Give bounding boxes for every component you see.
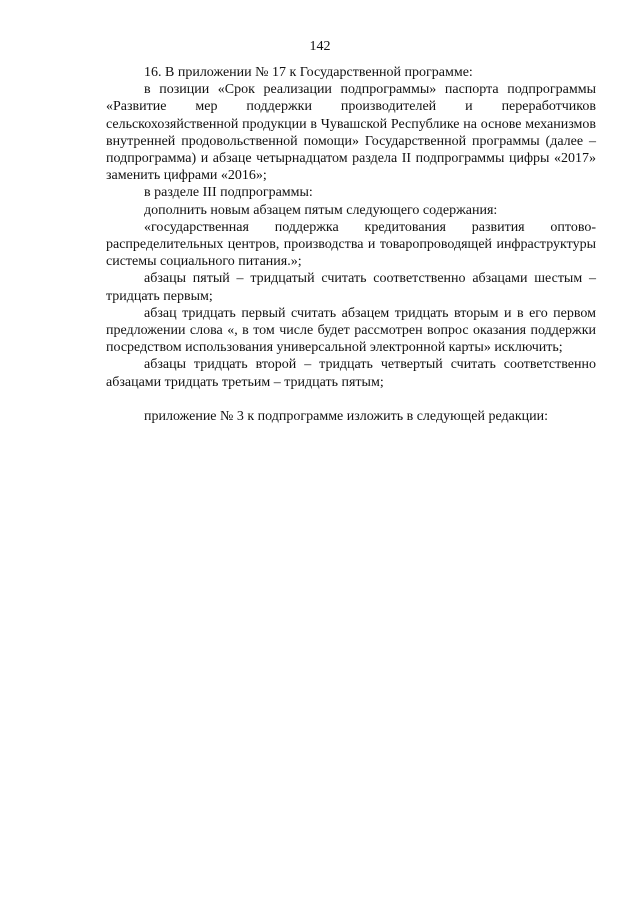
paragraph-section-iii: в разделе III подпрограммы: <box>144 185 313 201</box>
paragraph-item-16-heading: 16. В приложении № 17 к Государственной программе: <box>144 65 473 80</box>
paragraph-add-fifth: дополнить новым абзацем пятым следующего содержания: <box>144 202 498 218</box>
paragraph-renumber-5-30: абзацы пятый – тридцатый считать соответственно абзацами шестым – тридцать первым; <box>106 271 596 304</box>
paragraph-period-replacement: в позиции «Срок реализации подпрограммы» паспорта подпрограммы «Развитие мер поддержки производителей и переработчиков сельскохозяйственной продукции в Чувашской Республике на основе механизмов внутренней продовольственной помощи» Государственной программы (далее – подпрограмма) и абзаце четырнадцатом раздела II подпрограммы цифры «2017» заменить цифрами «2016»; <box>106 82 596 184</box>
paragraph-quoted-support: «государственная поддержка кредитования развития оптово-распределительных центров, производства и товаропроводящей инфраструктуры системы социального питания.»; <box>106 219 596 270</box>
paragraph-renumber-32-34: абзацы тридцать второй – тридцать четвертый считать соответственно абзацами тридцать третьим – тридцать пятым; <box>106 357 596 390</box>
document-body <box>106 64 596 425</box>
paragraph-spacer <box>106 391 596 408</box>
paragraph-appendix-3: приложение № 3 к подпрограмме изложить в следующей редакции: <box>144 408 549 424</box>
page-number: 142 <box>309 39 331 54</box>
paragraph-31-to-32: абзац тридцать первый считать абзацем тридцать вторым и в его первом предложении слова «, в том числе будет рассмотрен вопрос оказания поддержки посредством использования универсальной электронной карты» исключить; <box>106 305 596 356</box>
